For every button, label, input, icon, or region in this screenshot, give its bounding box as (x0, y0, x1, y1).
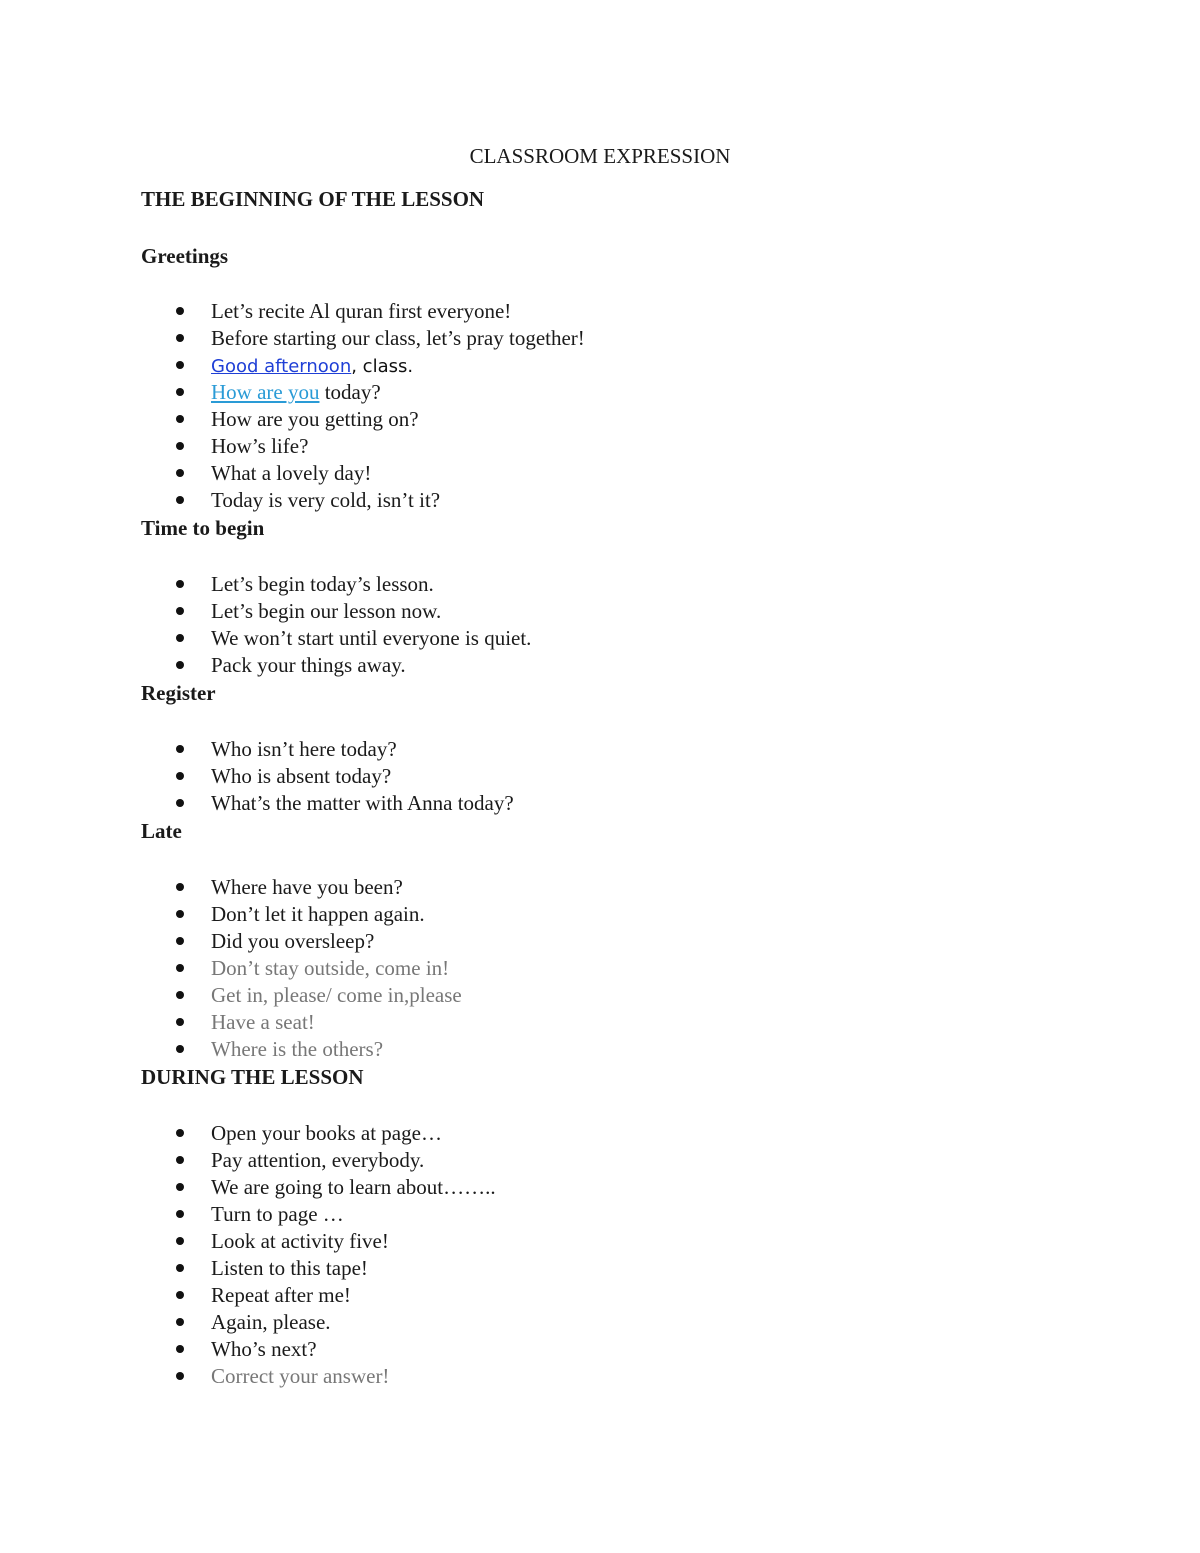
list-item: Pay attention, everybody. (141, 1147, 496, 1174)
list-item: Turn to page … (141, 1201, 496, 1228)
list-item: Get in, please/ come in,please (141, 982, 462, 1009)
list-item: Let’s recite Al quran first everyone! (141, 298, 585, 325)
list-item: Pack your things away. (141, 652, 531, 679)
list-item: What’s the matter with Anna today? (141, 790, 514, 817)
list-item: Who isn’t here today? (141, 736, 514, 763)
list-item: Have a seat! (141, 1009, 462, 1036)
document-title: CLASSROOM EXPRESSION (469, 144, 731, 168)
section-heading-during: DURING THE LESSON (141, 1065, 364, 1089)
list-item: Today is very cold, isn’t it? (141, 487, 585, 514)
subheading-time-to-begin: Time to begin (141, 516, 265, 540)
list-item: Again, please. (141, 1309, 496, 1336)
good-afternoon-link[interactable]: Good afternoon (211, 356, 352, 377)
list-item: Who is absent today? (141, 763, 514, 790)
list-item: Let’s begin today’s lesson. (141, 571, 531, 598)
register-list (141, 736, 514, 817)
list-item: Before starting our class, let’s pray together! (141, 325, 585, 352)
list-item: Open your books at page… (141, 1120, 496, 1147)
section-heading-beginning: THE BEGINNING OF THE LESSON (141, 187, 485, 211)
list-item: What a lovely day! (141, 460, 585, 487)
list-item: Look at activity five! (141, 1228, 496, 1255)
list-item: Where is the others? (141, 1036, 462, 1063)
list-item: Let’s begin our lesson now. (141, 598, 531, 625)
subheading-greetings: Greetings (141, 244, 229, 268)
list-item: Who’s next? (141, 1336, 496, 1363)
list-item: How are you getting on? (141, 406, 585, 433)
during-list (141, 1120, 496, 1390)
subheading-register: Register (141, 681, 216, 705)
how-are-you-link[interactable]: How are you (211, 380, 320, 404)
time-to-begin-list (141, 571, 531, 679)
list-item: Repeat after me! (141, 1282, 496, 1309)
list-item: Listen to this tape! (141, 1255, 496, 1282)
list-item: Correct your answer! (141, 1363, 496, 1390)
list-item: We won’t start until everyone is quiet. (141, 625, 531, 652)
list-item: Did you oversleep? (141, 928, 462, 955)
subheading-late: Late (141, 819, 182, 843)
list-item: How’s life? (141, 433, 585, 460)
list-item: Where have you been? (141, 874, 462, 901)
list-item: We are going to learn about…….. (141, 1174, 496, 1201)
list-item: Don’t let it happen again. (141, 901, 462, 928)
list-item: Good afternoon, class. (141, 352, 585, 379)
greetings-list (141, 298, 585, 514)
list-item: How are you today? (141, 379, 585, 406)
late-list (141, 874, 462, 1063)
list-item: Don’t stay outside, come in! (141, 955, 462, 982)
